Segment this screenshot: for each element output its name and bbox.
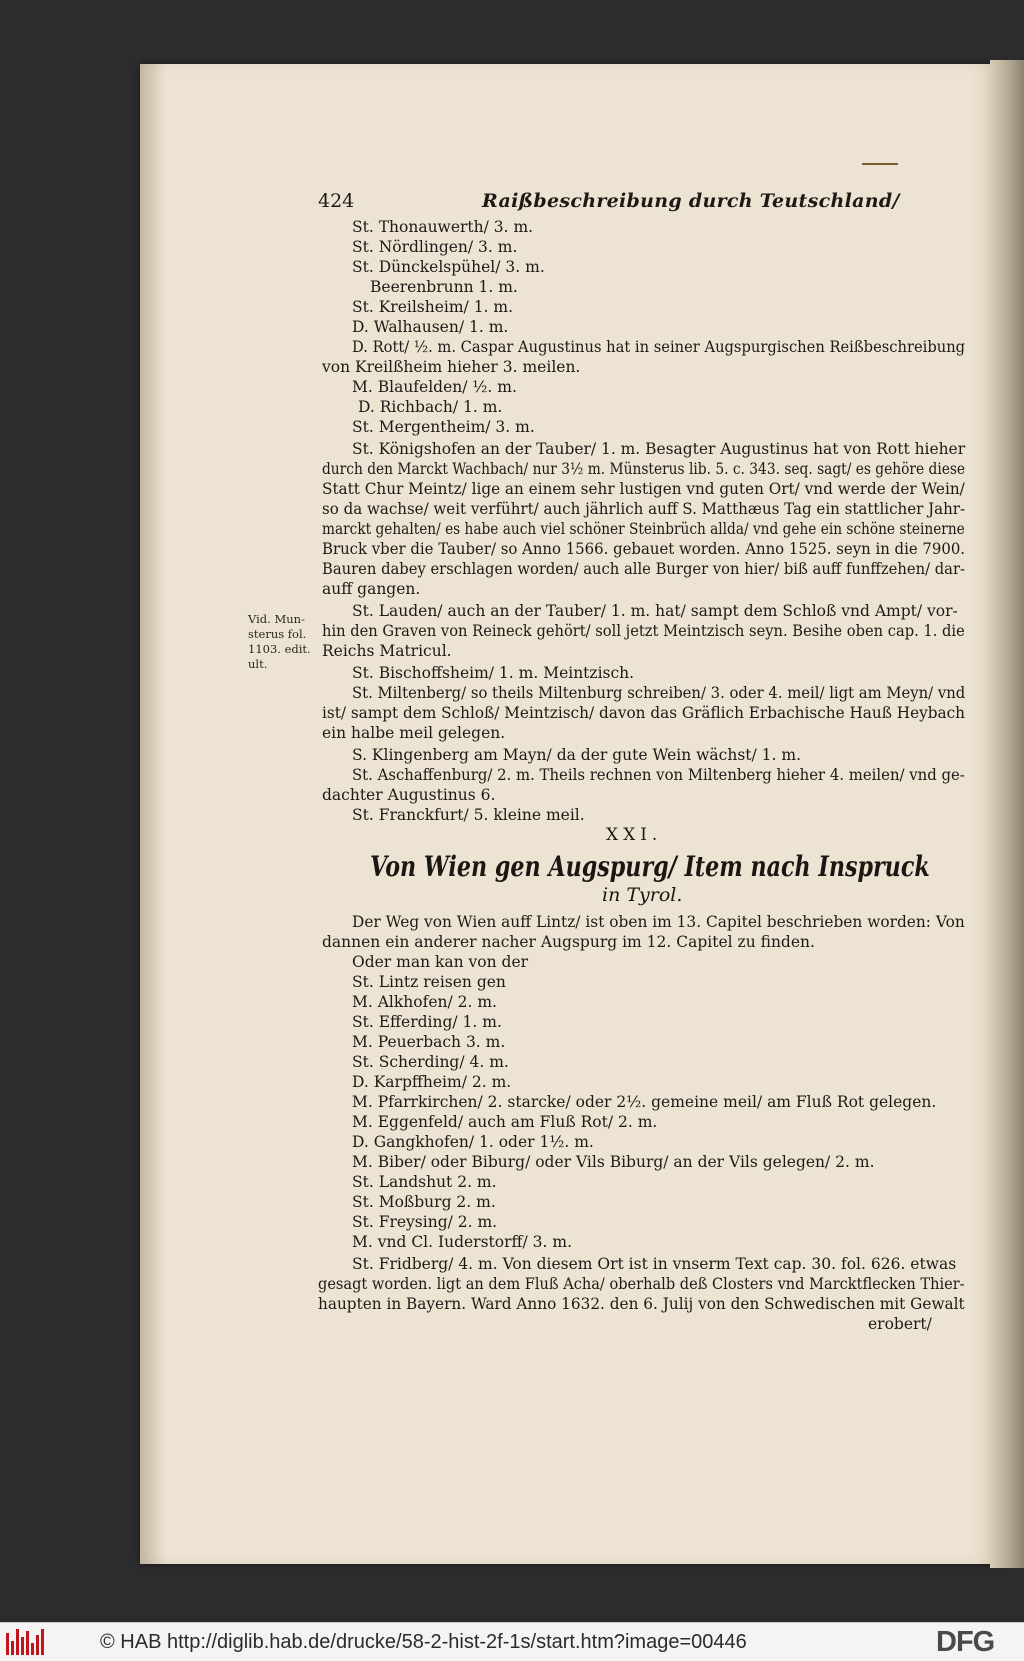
text-line: St. Efferding/ 1. m. [352, 1013, 502, 1031]
chapter-number: XXI. [606, 825, 663, 845]
text-line: ein halbe meil gelegen. [322, 724, 506, 742]
text-line: S. Klingenberg am Mayn/ da der gute Wein wächst/ 1. m. [352, 746, 802, 764]
footer-link[interactable]: © HAB http://diglib.hab.de/drucke/58-2-hist-2f-1s/start.htm?image=00446 [100, 1631, 747, 1653]
text-line: St. Miltenberg/ so theils Miltenburg schreiben/ 3. oder 4. meil/ ligt am Meyn/ vnd [352, 684, 966, 702]
text-line: marckt gehalten/ es habe auch viel schöner Steinbrüch allda/ vnd gehe ein schöne steinerne [322, 520, 965, 538]
text-line: Oder man kan von der [352, 953, 529, 971]
chapter-subtitle: in Tyrol. [602, 884, 683, 906]
footer-bar [0, 1622, 1024, 1661]
text-line: St. Freysing/ 2. m. [352, 1213, 498, 1231]
text-line: D. Karpffheim/ 2. m. [352, 1073, 512, 1091]
text-line: so da wachse/ weit verführt/ auch jährlich auff S. Matthæus Tag ein stattlicher Jahr- [322, 500, 966, 518]
text-line: M. vnd Cl. Iuderstorff/ 3. m. [352, 1233, 573, 1251]
text-line: St. Kreilsheim/ 1. m. [352, 298, 514, 316]
text-line: Reichs Matricul. [322, 642, 452, 660]
text-line: ist/ sampt dem Schloß/ Meintzisch/ davon das Gräflich Erbachische Hauß Heybach [322, 704, 966, 722]
text-line: Statt Chur Meintz/ lige an einem sehr lustigen vnd guten Ort/ vnd werde der Wein/ [322, 480, 965, 498]
text-line: Beerenbrunn 1. m. [370, 278, 518, 296]
text-line: M. Pfarrkirchen/ 2. starcke/ oder 2½. gemeine meil/ am Fluß Rot gelegen. [352, 1093, 937, 1111]
text-line: D. Gangkhofen/ 1. oder 1½. m. [352, 1133, 594, 1151]
text-line: Bauren dabey erschlagen worden/ auch alle Burger von hier/ biß auff funffzehen/ dar- [322, 560, 965, 578]
text-line: M. Peuerbach 3. m. [352, 1033, 506, 1051]
text-line: hin den Graven von Reineck gehört/ soll jetzt Meintzisch seyn. Besihe oben cap. 1. die [322, 622, 965, 640]
chapter-title: Von Wien gen Augspurg/ Item nach Inspruck [370, 850, 930, 883]
text-line: D. Rott/ ½. m. Caspar Augustinus hat in seiner Augspurgischen Reißbeschreibung [352, 338, 966, 356]
margin-note-line: ult. [248, 657, 268, 671]
ink-mark [862, 163, 898, 165]
text-line: Bruck vber die Tauber/ so Anno 1566. gebauet worden. Anno 1525. seyn in die 7900. [322, 540, 966, 558]
page-binding-shadow [140, 64, 166, 1564]
page-number: 424 [318, 190, 355, 212]
page-edge [990, 60, 1024, 1568]
text-line: dannen ein anderer nacher Augspurg im 12. Capitel zu finden. [322, 933, 815, 951]
hab-logo-icon [6, 1629, 46, 1655]
dfg-logo: DFG [936, 1626, 995, 1658]
text-line: D. Richbach/ 1. m. [358, 398, 503, 416]
text-line: St. Königshofen an der Tauber/ 1. m. Besagter Augustinus hat von Rott hieher [352, 440, 966, 458]
text-line: erobert/ [868, 1315, 932, 1333]
text-line: St. Fridberg/ 4. m. Von diesem Ort ist in vnserm Text cap. 30. fol. 626. etwas [352, 1255, 957, 1273]
margin-note-line: sterus fol. [248, 627, 307, 641]
text-line: St. Lintz reisen gen [352, 973, 506, 991]
text-line: M. Alkhofen/ 2. m. [352, 993, 497, 1011]
text-line: St. Thonauwerth/ 3. m. [352, 218, 534, 236]
text-line: auff gangen. [322, 580, 421, 598]
text-line: D. Walhausen/ 1. m. [352, 318, 509, 336]
text-line: St. Nördlingen/ 3. m. [352, 238, 518, 256]
text-line: gesagt worden. ligt an dem Fluß Acha/ oberhalb deß Closters vnd Marcktflecken Thier- [318, 1275, 965, 1293]
margin-note-line: Vid. Mun- [248, 612, 305, 626]
text-line: St. Landshut 2. m. [352, 1173, 497, 1191]
text-line: dachter Augustinus 6. [322, 786, 496, 804]
text-line: St. Lauden/ auch an der Tauber/ 1. m. hat/ sampt dem Schloß vnd Ampt/ vor- [352, 602, 958, 620]
text-line: M. Eggenfeld/ auch am Fluß Rot/ 2. m. [352, 1113, 658, 1131]
margin-note-line: 1103. edit. [248, 642, 311, 656]
text-line: St. Dünckelspühel/ 3. m. [352, 258, 545, 276]
text-line: haupten in Bayern. Ward Anno 1632. den 6. Julij von den Schwedischen mit Gewalt [318, 1295, 965, 1313]
running-title: Raißbeschreibung durch Teutschland/ [482, 190, 900, 212]
text-line: M. Biber/ oder Biburg/ oder Vils Biburg/ an der Vils gelegen/ 2. m. [352, 1153, 875, 1171]
text-line: Der Weg von Wien auff Lintz/ ist oben im 13. Capitel beschrieben worden: Von [352, 913, 965, 931]
text-line: St. Moßburg 2. m. [352, 1193, 496, 1211]
text-line: St. Bischoffsheim/ 1. m. Meintzisch. [352, 664, 635, 682]
text-line: St. Aschaffenburg/ 2. m. Theils rechnen von Miltenberg hieher 4. meilen/ vnd ge- [352, 766, 965, 784]
text-line: St. Mergentheim/ 3. m. [352, 418, 535, 436]
margin-note [248, 612, 311, 672]
text-line: St. Scherding/ 4. m. [352, 1053, 509, 1071]
text-line: St. Franckfurt/ 5. kleine meil. [352, 806, 585, 824]
text-line: von Kreilßheim hieher 3. meilen. [322, 358, 581, 376]
text-line: durch den Marckt Wachbach/ nur 3½ m. Münsterus lib. 5. c. 343. seq. sagt/ es gehöre diese [322, 460, 966, 478]
text-line: M. Blaufelden/ ½. m. [352, 378, 517, 396]
